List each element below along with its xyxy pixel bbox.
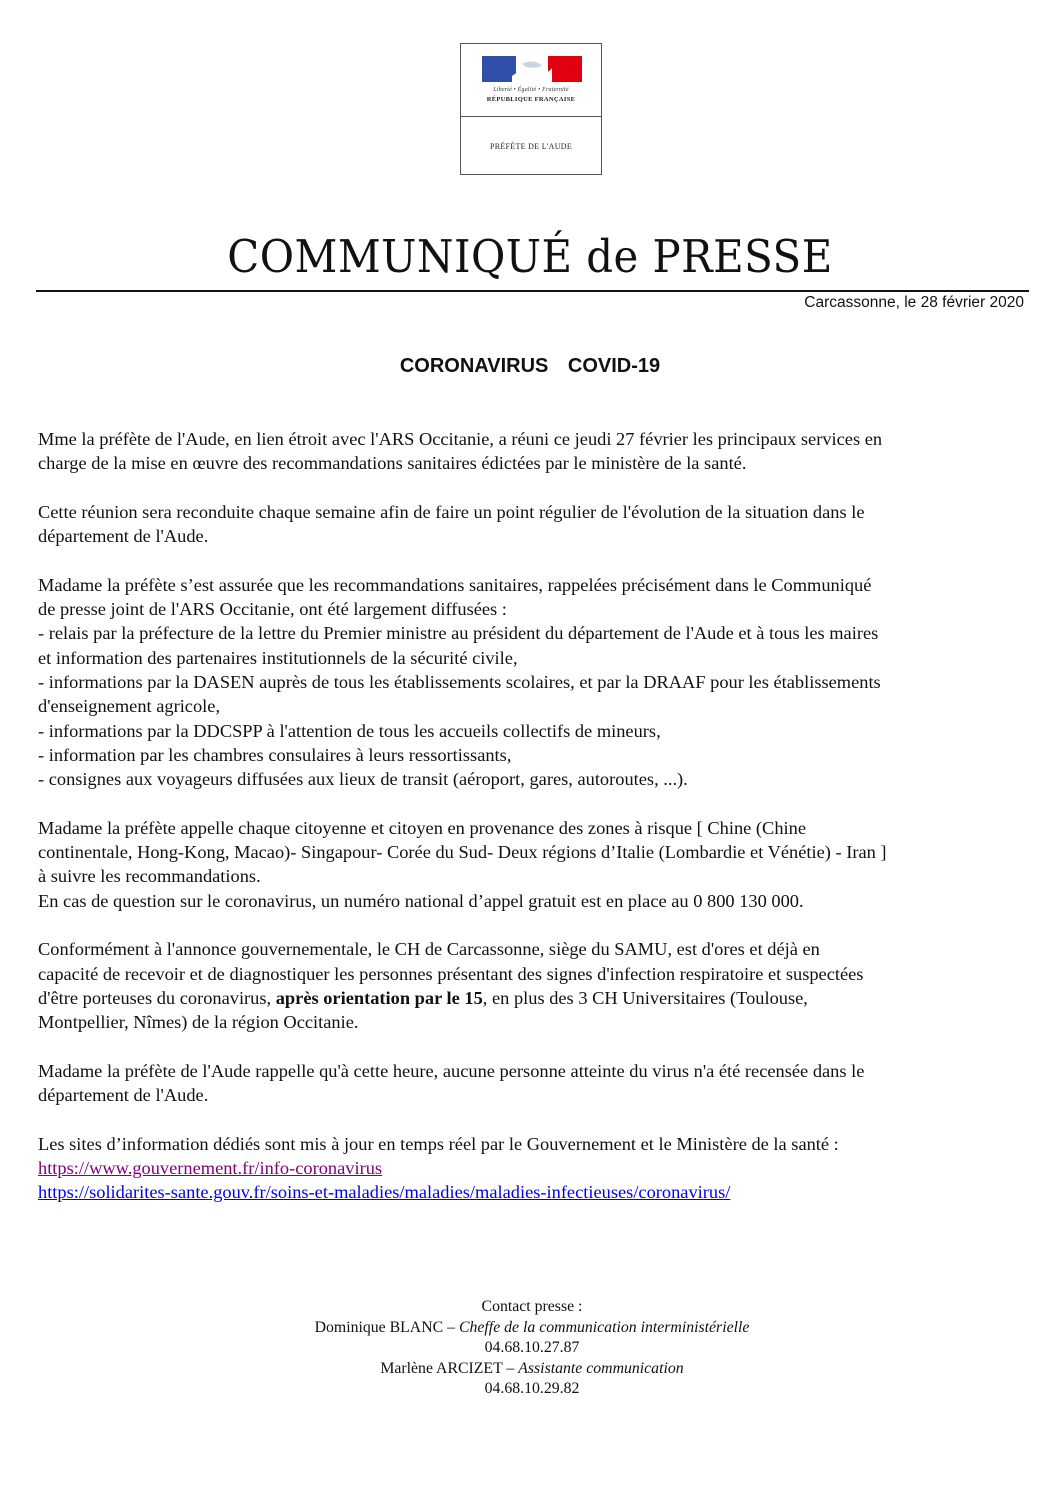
title-divider — [36, 290, 1029, 292]
text-line: Madame la préfète s’est assurée que les recommandations sanitaires, rappelées précisément dans le Communiqué — [38, 574, 872, 595]
list-item: - informations par la DDCSPP à l'attention de tous les accueils collectifs de mineurs, — [38, 720, 661, 741]
text-line: à suivre les recommandations. — [38, 866, 261, 887]
contact-phone: 04.68.10.29.82 — [484, 1380, 580, 1397]
text-line: Conformément à l'annonce gouvernementale, le CH de Carcassonne, siège du SAMU, est d'ores et déjà en — [38, 939, 820, 960]
paragraph-risk-zones — [38, 816, 1028, 913]
text-line: Madame la préfète appelle chaque citoyenne et citoyen en provenance des zones à risque [ Chine (Chine — [38, 817, 806, 838]
contact-role: Cheffe de la communication interministérielle — [458, 1318, 750, 1336]
text-line: Les sites d’information dédiés sont mis à jour en temps réel par le Gouvernement et le Ministère de la santé : — [38, 1133, 839, 1154]
text-line: charge de la mise en œuvre des recommandations sanitaires édictées par le ministère de la santé. — [38, 453, 747, 474]
text-line: capacité de recevoir et de diagnostiquer les personnes présentant des signes d'infection respiratoire et suspectées — [38, 963, 864, 984]
document-body — [38, 427, 1028, 1229]
prefecture-logo — [460, 43, 602, 175]
link-solidarites-sante[interactable]: https://solidarites-sante.gouv.fr/soins-et-maladies/maladies/maladies-infectieuses/coronavirus/ — [38, 1182, 731, 1203]
paragraph-weekly — [38, 500, 1028, 549]
contact-phone: 04.68.10.27.87 — [484, 1339, 580, 1356]
document-subject: CORONAVIRUS COVID-19 — [399, 355, 661, 377]
text-segment: d'être porteuses du coronavirus, — [38, 987, 276, 1008]
contact-line — [0, 1359, 1060, 1380]
link-gouvernement[interactable]: https://www.gouvernement.fr/info-coronavirus — [38, 1157, 383, 1178]
marianne-flag-icon — [482, 56, 582, 82]
document-date: Carcassonne, le 28 février 2020 — [804, 294, 1024, 311]
paragraph-meeting — [38, 427, 1028, 476]
list-item: - consignes aux voyageurs diffusées aux lieux de transit (aéroport, gares, autoroutes, ...). — [38, 769, 688, 790]
paragraph-recommendations — [38, 573, 1028, 792]
list-item: - informations par la DASEN auprès de tous les établissements scolaires, et par la DRAAF pour les établissements — [38, 671, 881, 692]
page-title: COMMUNIQUÉ de PRESSE — [227, 230, 833, 283]
list-item: - information par les chambres consulaires à leurs ressortissants, — [38, 744, 512, 765]
prefecture-name: PRÉFÈTE DE L'AUDE — [489, 142, 573, 151]
paragraph-info-sites — [38, 1132, 1028, 1205]
press-contact — [0, 1297, 1060, 1400]
contact-name: Marlène ARCIZET – — [380, 1359, 519, 1377]
paragraph-no-case — [38, 1059, 1028, 1108]
contact-name: Dominique BLANC – — [314, 1318, 459, 1336]
list-item: - relais par la préfecture de la lettre du Premier ministre au président du département de l'Aude et à tous les maires — [38, 623, 879, 644]
contact-heading: Contact presse : — [481, 1298, 583, 1315]
motto-text: Liberté • Égalité • Fraternité — [493, 87, 569, 93]
republic-text: RÉPUBLIQUE FRANÇAISE — [486, 96, 576, 103]
text-line — [38, 986, 1028, 1010]
text-line: département de l'Aude. — [38, 526, 209, 547]
contact-line — [0, 1318, 1060, 1339]
emphasis-text: après orientation par le 15 — [275, 987, 483, 1008]
paragraph-hospital — [38, 937, 1028, 1034]
text-line: Mme la préfète de l'Aude, en lien étroit avec l'ARS Occitanie, a réuni ce jeudi 27 février les principaux services en — [38, 429, 883, 449]
text-line: Cette réunion sera reconduite chaque semaine afin de faire un point régulier de l'évolution de la situation dans le — [38, 501, 865, 522]
marianne-logo — [461, 44, 601, 117]
text-line: En cas de question sur le coronavirus, un numéro national d’appel gratuit est en place au 0 800 130 000. — [38, 890, 804, 911]
text-segment: , en plus des 3 CH Universitaires (Toulouse, — [482, 987, 808, 1008]
text-line: Montpellier, Nîmes) de la région Occitanie. — [38, 1012, 359, 1033]
text-line: de presse joint de l'ARS Occitanie, ont été largement diffusées : — [38, 599, 507, 620]
contact-role: Assistante communication — [518, 1359, 684, 1377]
text-line: et information des partenaires institutionnels de la sécurité civile, — [38, 647, 518, 668]
text-line: Madame la préfète de l'Aude rappelle qu'à cette heure, aucune personne atteinte du virus n'a été recensée dans le — [38, 1060, 865, 1081]
text-line: continentale, Hong-Kong, Macao)- Singapour- Corée du Sud- Deux régions d’Italie (Lombardie et Vénétie) - Iran ] — [38, 842, 887, 863]
text-line: d'enseignement agricole, — [38, 696, 221, 717]
text-line: département de l'Aude. — [38, 1085, 209, 1106]
